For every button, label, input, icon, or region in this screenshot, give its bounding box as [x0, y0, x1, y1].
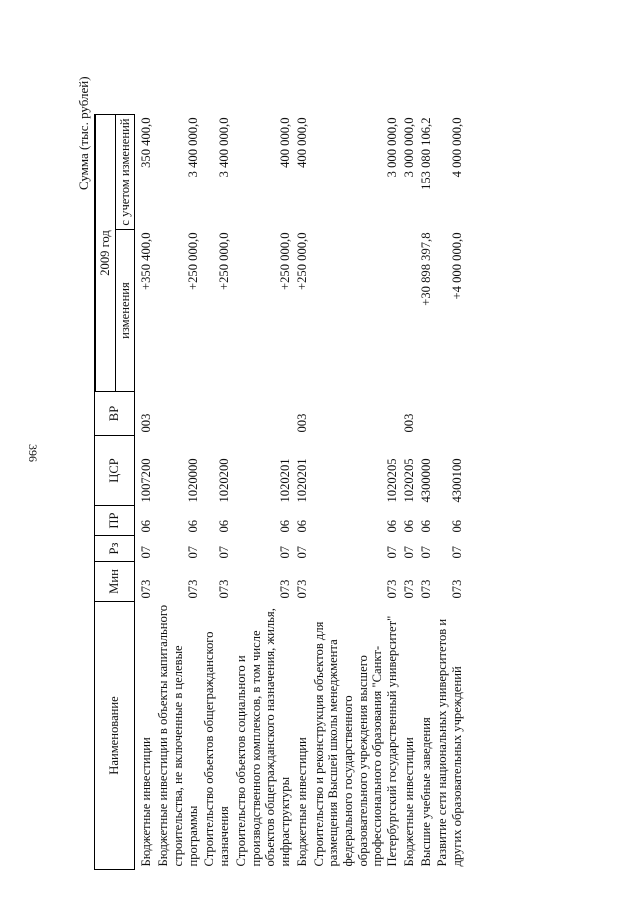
table-row — [155, 115, 201, 870]
row-min: 073 — [401, 579, 416, 599]
row-pr: 06 — [385, 519, 400, 533]
row-rz: 07 — [217, 545, 232, 559]
table-row — [418, 115, 435, 870]
row-csr: 1020205 — [401, 458, 416, 503]
header-pr: ПР — [95, 506, 135, 536]
row-min: 073 — [278, 579, 293, 599]
row-csr: 1020205 — [385, 458, 400, 503]
header-name: Наименование — [95, 602, 135, 870]
row-change: +250 000,0 — [294, 232, 309, 290]
row-name: Бюджетные инвестиции — [294, 737, 309, 867]
table-row — [401, 115, 418, 870]
table-row — [434, 115, 465, 870]
row-vr — [233, 392, 294, 436]
row-min: 073 — [294, 579, 309, 599]
row-rz: 07 — [418, 545, 433, 559]
header-min: Мин — [95, 562, 135, 602]
rotated-table-container — [72, 70, 572, 870]
row-csr: 1007200 — [139, 458, 154, 503]
row-pr: 06 — [185, 519, 200, 533]
row-change: +4 000 000,0 — [450, 232, 465, 300]
header-vr: ВР — [95, 392, 135, 436]
row-total: 3 000 000,0 — [385, 117, 400, 178]
row-change: +250 000,0 — [185, 232, 200, 290]
row-change — [311, 230, 401, 392]
row-total: 4 000 000,0 — [450, 117, 465, 178]
header-rz: Рз — [95, 536, 135, 562]
row-vr — [311, 392, 401, 436]
row-vr: 003 — [139, 413, 154, 433]
units-caption: Сумма (тыс. рублей) — [76, 76, 91, 190]
row-name: Бюджетные инвестиции — [139, 737, 154, 867]
row-min: 073 — [450, 579, 465, 599]
row-vr — [201, 392, 232, 436]
row-change: +350 400,0 — [139, 232, 154, 290]
row-total: 3 000 000,0 — [401, 117, 416, 178]
row-pr: 06 — [217, 519, 232, 533]
table-row — [135, 115, 155, 870]
row-pr: 06 — [401, 519, 416, 533]
row-vr — [434, 392, 465, 436]
row-rz: 07 — [385, 545, 400, 559]
row-total: 3 400 000,0 — [185, 117, 200, 178]
row-total: 350 400,0 — [139, 117, 154, 168]
row-change — [401, 230, 418, 392]
row-name: Высшие учебные заведения — [418, 717, 433, 867]
row-pr: 06 — [418, 519, 433, 533]
row-rz: 07 — [139, 545, 154, 559]
row-pr: 06 — [450, 519, 465, 533]
row-csr: 1020000 — [185, 458, 200, 503]
table-row — [201, 115, 232, 870]
header-with-changes: с учетом изменений — [115, 115, 135, 230]
row-min: 073 — [385, 579, 400, 599]
table-row — [294, 115, 311, 870]
row-rz: 07 — [401, 545, 416, 559]
row-total: 400 000,0 — [294, 117, 309, 168]
row-min: 073 — [418, 579, 433, 599]
budget-table — [94, 114, 466, 870]
row-vr — [155, 392, 201, 436]
row-total: 3 400 000,0 — [217, 117, 232, 178]
row-pr: 06 — [139, 519, 154, 533]
row-change: +250 000,0 — [217, 232, 232, 290]
header-csr: ЦСР — [95, 436, 135, 506]
row-vr — [418, 392, 435, 436]
row-pr: 06 — [278, 519, 293, 533]
row-vr: 003 — [401, 413, 416, 433]
row-rz: 07 — [450, 545, 465, 559]
row-min: 073 — [139, 579, 154, 599]
table-row — [311, 115, 401, 870]
row-min: 073 — [217, 579, 232, 599]
row-min: 073 — [185, 579, 200, 599]
row-csr: 4300000 — [418, 458, 433, 503]
row-name: Бюджетные инвестиции — [401, 737, 416, 867]
row-rz: 07 — [185, 545, 200, 559]
row-csr: 1020201 — [294, 458, 309, 503]
row-pr: 06 — [294, 519, 309, 533]
row-total: 400 000,0 — [278, 117, 293, 168]
row-csr: 4300100 — [450, 458, 465, 503]
row-total: 153 080 106,2 — [418, 117, 433, 190]
row-change: +30 898 397,8 — [418, 232, 433, 306]
row-vr: 003 — [294, 413, 309, 433]
row-csr: 1020201 — [278, 458, 293, 503]
header-year: 2009 год — [96, 115, 116, 392]
row-name: Бюджетные инвестиции в объекты капитального строительства, не включенные в целевые программы — [156, 605, 200, 867]
row-name: Строительство объектов социального и производственного комплексов, в том числе объектов общегражданского назначения, жилья, инфраструктуры — [233, 608, 293, 867]
row-csr: 1020200 — [217, 458, 232, 503]
table-row — [233, 115, 294, 870]
page-number: 396 — [26, 444, 40, 462]
header-changes: изменения — [115, 230, 135, 392]
row-rz: 07 — [278, 545, 293, 559]
row-name: Развитие сети национальных университетов и других образовательных учреждений — [435, 618, 465, 867]
row-rz: 07 — [294, 545, 309, 559]
row-name: Строительство и реконструкция объектов для размещения Высшей школы менеджмента федерального государственного образовательного учреждения высшего профессионального образования "Санкт-Петербургский государственный университет" — [311, 615, 400, 867]
row-change: +250 000,0 — [278, 232, 293, 290]
row-name: Строительство объектов общегражданского назначения — [202, 631, 232, 867]
